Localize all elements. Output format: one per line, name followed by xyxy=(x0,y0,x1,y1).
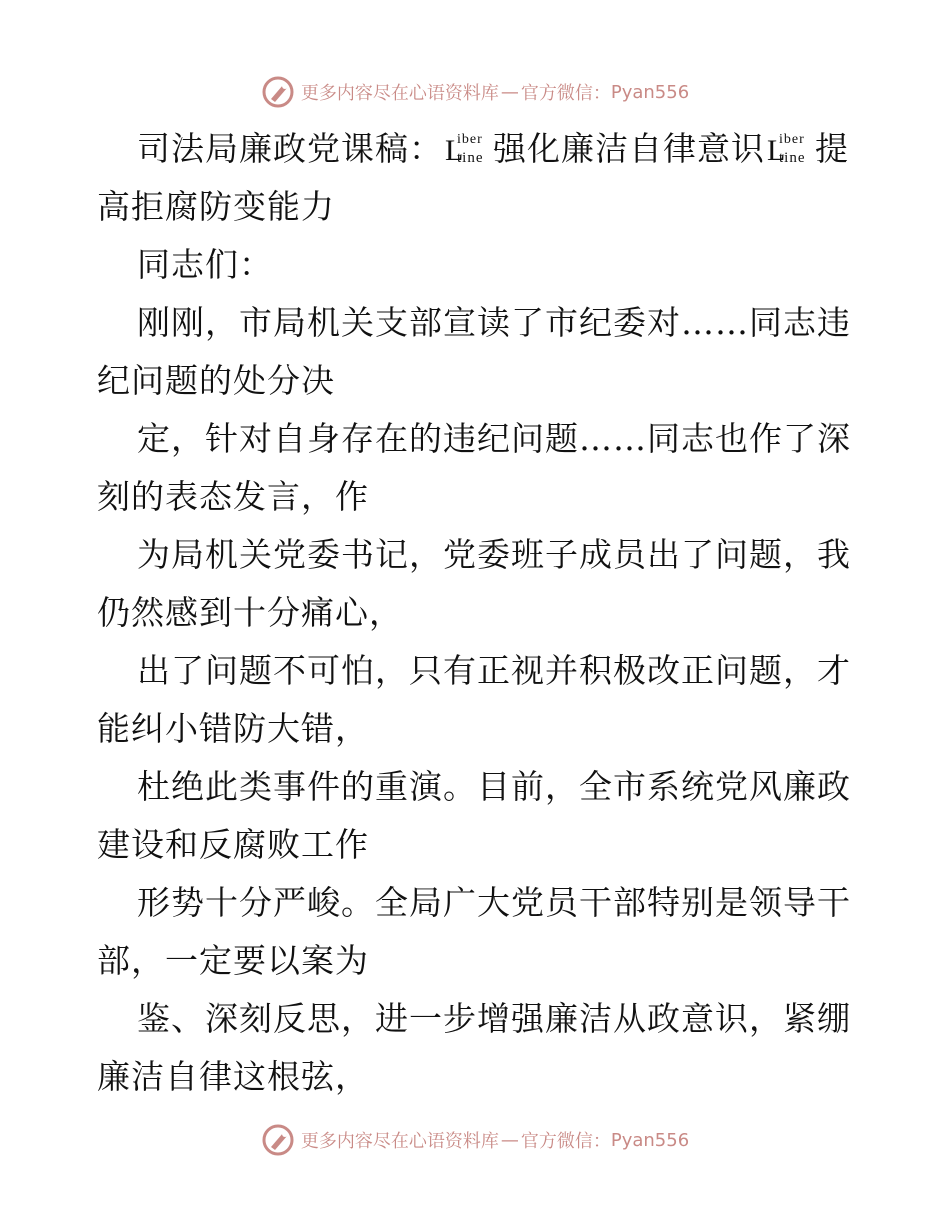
liber-glyph: L iber tine xyxy=(445,132,484,167)
paragraph-line: 建设和反腐败工作 xyxy=(97,825,369,864)
paragraph-line: 鉴、深刻反思，进一步增强廉洁从政意识，紧绷 xyxy=(137,999,851,1038)
banner-dash: — xyxy=(500,1129,519,1151)
banner-wechat-id: Pyan556 xyxy=(610,1129,690,1151)
header-banner xyxy=(0,72,950,112)
banner-dash: — xyxy=(500,81,519,103)
banner-wechat-label: 官方微信： xyxy=(520,1131,611,1152)
banner-text: 更多内容尽在心语资料库 xyxy=(300,1131,499,1152)
paragraph-line: 形势十分严峻。全局广大党员干部特别是领导干 xyxy=(137,883,851,922)
liber-glyph: L iber tine xyxy=(767,132,806,167)
title-part-1: 司法局廉政党课稿： xyxy=(137,129,443,168)
banner-wechat-label: 官方微信： xyxy=(520,83,611,104)
paragraph-line: 刻的表态发言，作 xyxy=(97,477,369,516)
document-title-line-1 xyxy=(97,120,857,178)
paragraph-line: 仍然感到十分痛心， xyxy=(97,593,403,632)
paragraph-line: 为局机关党委书记，党委班子成员出了问题，我 xyxy=(137,535,851,574)
title-part-3: 提 xyxy=(815,129,849,168)
document-title-line-2: 高拒腐防变能力 xyxy=(97,187,335,226)
pen-logo-icon xyxy=(261,1123,295,1157)
title-part-2: 强化廉洁自律意识 xyxy=(493,129,765,168)
paragraph-line: 纪问题的处分决 xyxy=(97,361,335,400)
paragraph-line: 刚刚，市局机关支部宣读了市纪委对……同志违 xyxy=(137,303,851,342)
greeting: 同志们： xyxy=(137,245,273,284)
paragraph-line: 杜绝此类事件的重演。目前，全市系统党风廉政 xyxy=(137,767,851,806)
paragraph-line: 定，针对自身存在的违纪问题……同志也作了深 xyxy=(137,419,851,458)
document-body xyxy=(97,120,857,1106)
banner-wechat-id: Pyan556 xyxy=(610,81,690,103)
pen-logo-icon xyxy=(261,75,295,109)
paragraph-line: 廉洁自律这根弦， xyxy=(97,1057,369,1096)
paragraph-line: 出了问题不可怕，只有正视并积极改正问题，才 xyxy=(137,651,851,690)
paragraph-line: 能纠小错防大错， xyxy=(97,709,369,748)
banner-text: 更多内容尽在心语资料库 xyxy=(300,83,499,104)
paragraph-line: 部，一定要以案为 xyxy=(97,941,369,980)
footer-banner xyxy=(0,1120,950,1160)
